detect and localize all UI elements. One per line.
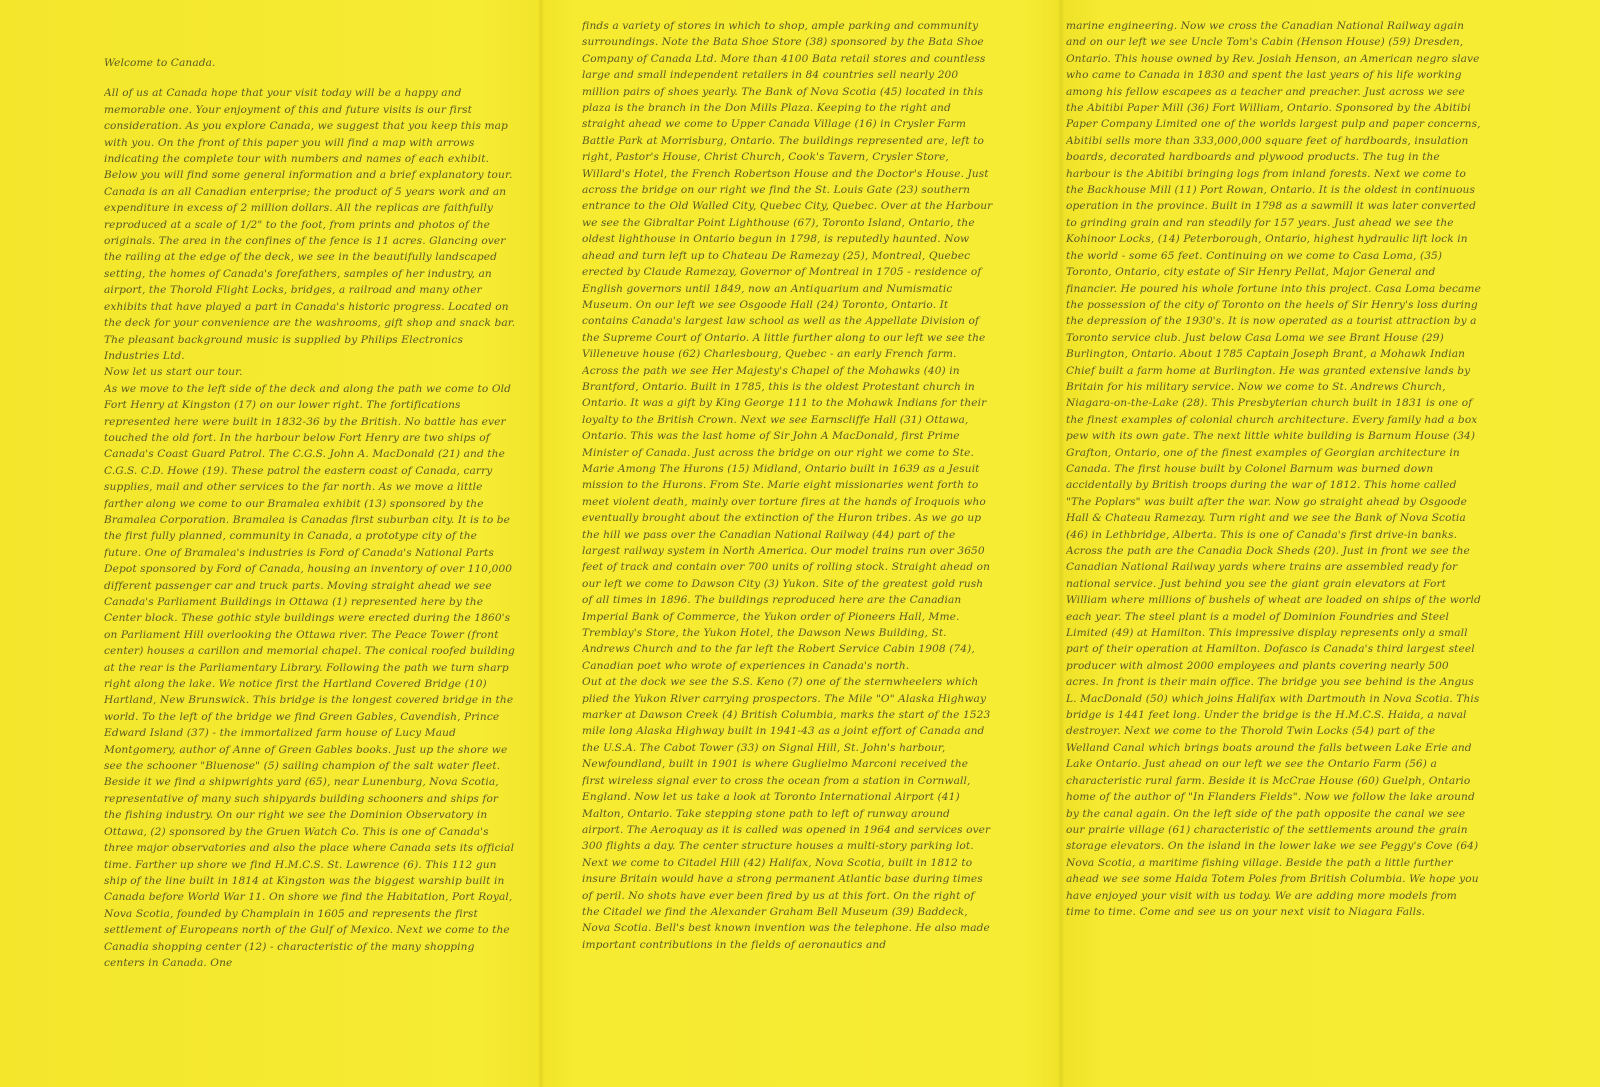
- column-left: [104, 55, 516, 1085]
- intro-paragraph: All of us at Canada hope that your visit today will be a happy and memorable one. Your enjoyment of this and future visits is our first consideration. As you explore Canada, we suggest that you keep this map with you. On the front of this paper you will find a map with arrows indicating the complete tour with numbers and names of each exhibit. Below you will find some general information and a brief explanatory tour. Canada is an all Canadian enterprise; the product of 5 years work and an expenditure in excess of 2 million dollars. All the replicas are faithfully reproduced at a scale of 1/2" to the foot, from prints and photos of the originals. The area in the confines of the fence is 11 acres. Glancing over the railing at the edge of the deck, we see in the beautifully landscaped setting, the homes of Canada's forefathers, samples of her industry, an airport, the Thorold Flight Locks, bridges, a railroad and many other exhibits that have played a part in Canada's historic progress. Located on the deck for your convenience are the washrooms, gift shop and snack bar. The pleasant background music is supplied by Philips Electronics Industries Ltd.: [104, 87, 516, 362]
- column-right: [1066, 18, 1482, 1078]
- greeting: Welcome to Canada.: [104, 57, 216, 69]
- fold-line-left: [538, 0, 544, 1087]
- tour-start-line: Now let us start our tour.: [104, 366, 243, 379]
- tour-paragraph-4: marine engineering. Now we cross the Canadian National Railway again and on our left we see Uncle Tom's Cabin (Henson House) (59) Dresden, Ontario. This house owned by Rev. Josiah Henson, an American negro slave who came to Canada in 1830 and spent the last years of his life working among his fellow escapees as a teacher and preacher. Just across we see the Abitibi Paper Mill (36) Fort William, Ontario. Sponsored by the Abitibi Paper Company Limited one of the worlds largest pulp and paper concerns, Abitibi sells more than 333,000,000 square feet of hardboards, insulation boards, decorated hardboards and plywood products. The tug in the harbour is the Abitibi bringing logs from inland forests. Next we come to the Backhouse Mill (11) Port Rowan, Ontario. It is the oldest in continuous operation in the province. Built in 1798 as a sawmill it was later converted to grinding grain and ran steadily for 157 years. Just ahead we see the Kohinoor Locks, (14) Peterborough, Ontario, highest hydraulic lift lock in the world - some 65 feet. Continuing on we come to Casa Loma, (35) Toronto, Ontario, city estate of Sir Henry Pellat, Major General and financier. He poured his whole fortune into this project. Casa Loma became the possession of the city of Toronto on the heels of Sir Henry's loss during the depression of the 1930's. It is now operated as a tourist attraction by a Toronto service club. Just below Casa Loma we see Brant House (29) Burlington, Ontario. About 1785 Captain Joseph Brant, a Mohawk Indian Chief built a farm home at Burlington. He was granted extensive lands by Britain for his military service. Now we come to St. Andrews Church, Niagara-on-the-Lake (28). This Presbyterian church built in 1831 is one of the finest examples of colonial church architecture. Every family had a box pew with its own gate. The next little white building is Barnum House (34) Grafton, Ontario, one of the finest examples of Georgian architecture in Canada. The first house built by Colonel Barnum was burned down accidentally by British troops during the war of 1812. This home called "The Poplars" was built after the war. Now go straight ahead by Osgoode Hall & Chateau Ramezay. Turn right and we see the Bank of Nova Scotia (46) in Lethbridge, Alberta. This is one of Canada's first drive-in banks. Across the path are the Canadia Dock Sheds (20). Just in front we see the Canadian National Railway yards where trains are assembled ready for national service. Just behind you see the giant grain elevators at Fort William where millions of bushels of wheat are loaded on ships of the world each year. The steel plant is a model of Dominion Foundries and Steel Limited (49) at Hamilton. This impressive display represents only a small part of their operation at Hamilton. Dofasco is Canada's third largest steel producer with almost 2000 employees and plants covering nearly 500 acres. In front is their main office. The bridge you see behind is the Angus L. MacDonald (50) which joins Halifax with Dartmouth in Nova Scotia. This bridge is 1441 feet long. Under the bridge is the H.M.C.S. Haida, a naval destroyer. Next we come to the Thorold Twin Locks (54) part of the Welland Canal which brings boats around the falls between Lake Erie and Lake Ontario. Just ahead on our left we see the Ontario Farm (56) a characteristic rural farm. Beside it is McCrae House (60) Guelph, Ontario home of the author of "In Flanders Fields". Now we follow the lake around by the canal again. On the left side of the path opposite the canal we see our prairie village (61) characteristic of the settlements around the grain storage elevators. On the island in the lower lake we see Peggy's Cove (64) Nova Scotia, a maritime fishing village. Beside the path a little further ahead we see some Haida Totem Poles from British Columbia. We hope you have enjoyed your visit with us today. We are adding more models from time to time. Come and see us on your next visit to Niagara Falls.: [1066, 20, 1481, 918]
- tour-paragraph-3: Out at the dock we see the S.S. Keno (7) one of the sternwheelers which plied the Yukon River carrying prospectors. The Mile "O" Alaska Highway marker at Dawson Creek (4) British Columbia, marks the start of the 1523 mile long Alaska Highway built in 1941-43 as a joint effort of Canada and the U.S.A. The Cabot Tower (33) on Signal Hill, St. John's harbour, Newfoundland, built in 1901 is where Guglielmo Marconi received the first wireless signal ever to cross the ocean from a station in Cornwall, England. Now let us take a look at Toronto International Airport (41) Malton, Ontario. Take stepping stone path to left of runway around airport. The Aeroquay as it is called was opened in 1964 and services over 300 flights a day. The center structure houses a multi-story parking lot. Next we come to Citadel Hill (42) Halifax, Nova Scotia, built in 1812 to insure Britain would have a strong permanent Atlantic base during times of peril. No shots have ever been fired by us at this fort. On the right of the Citadel we find the Alexander Graham Bell Museum (39) Baddeck, Nova Scotia. Bell's best known invention was the telephone. He also made important contributions in the fields of aeronautics and: [582, 676, 991, 951]
- fold-line-right: [1058, 0, 1064, 1087]
- tour-paragraph-1: As we move to the left side of the deck and along the path we come to Old Fort Henry at Kingston (17) on our lower right. The fortifications represented here were built in 1832-36 by the British. No battle has ever touched the old fort. In the harbour below Fort Henry are two ships of Canada's Coast Guard Patrol. The C.G.S. John A. MacDonald (21) and the C.G.S. C.D. Howe (19). These patrol the eastern coast of Canada, carry supplies, mail and other services to the far north. As we move a little farther along we come to our Bramalea exhibit (13) sponsored by the Bramalea Corporation. Bramalea is Canadas first suburban city. It is to be the first fully planned, community in Canada, a prototype city of the future. One of Bramalea's industries is Ford of Canada's National Parts Depot sponsored by Ford of Canada, housing an inventory of over 110,000 different passenger car and truck parts. Moving straight ahead we see Canada's Parliament Buildings in Ottawa (1) represented here by the Center block. These gothic style buildings were erected during the 1860's on Parliament Hill overlooking the Ottawa river. The Peace Tower (front center) houses a carillon and memorial chapel. The conical roofed building at the rear is the Parliamentary Library. Following the path we turn sharp right along the lake. We notice first the Hartland Covered Bridge (10) Hartland, New Brunswick. This bridge is the longest covered bridge in the world. To the left of the bridge we find Green Gables, Cavendish, Prince Edward Island (37) - the immortalized farm house of Lucy Maud Montgomery, author of Anne of Green Gables books. Just up the shore we see the schooner "Bluenose" (5) sailing champion of the salt water fleet. Beside it we find a shipwrights yard (65), near Lunenburg, Nova Scotia, representative of many such shipyards building schooners and ships for the fishing industry. On our right we see the Dominion Observatory in Ottawa, (2) sponsored by the Gruen Watch Co. This is one of Canada's three major observatories and also the place where Canada sets its official time. Farther up shore we find H.M.C.S. St. Lawrence (6). This 112 gun ship of the line built in 1814 at Kingston was the biggest warship built in Canada before World War 11. On shore we find the Habitation, Port Royal, Nova Scotia, founded by Champlain in 1605 and represents the first settlement of Europeans north of the Gulf of Mexico. Next we come to the Canadia shopping center (12) - characteristic of the many shopping centers in Canada. One: [104, 382, 515, 969]
- column-middle: [582, 18, 994, 1078]
- tour-paragraph-2: finds a variety of stores in which to shop, ample parking and community surroundings. Note the Bata Shoe Store (38) sponsored by the Bata Shoe Company of Canada Ltd. More than 4100 Bata retail stores and countless large and small independent retailers in 84 countries sell nearly 200 million pairs of shoes yearly. The Bank of Nova Scotia (45) located in this plaza is the branch in the Don Mills Plaza. Keeping to the right and straight ahead we come to Upper Canada Village (16) in Crysler Farm Battle Park at Morrisburg, Ontario. The buildings represented are, left to right, Pastor's House, Christ Church, Cook's Tavern, Crysler Store, Willard's Hotel, the French Robertson House and the Doctor's House. Just across the bridge on our right we find the St. Louis Gate (23) southern entrance to the Old Walled City, Quebec City, Quebec. Over at the Harbour we see the Gibraltar Point Lighthouse (67), Toronto Island, Ontario, the oldest lighthouse in Ontario begun in 1798, is reputedly haunted. Now ahead and turn left up to Chateau De Ramezay (25), Montreal, Quebec erected by Claude Ramezay, Governor of Montreal in 1705 - residence of English governors until 1849, now an Antiquarium and Numismatic Museum. On our left we see Osgoode Hall (24) Toronto, Ontario. It contains Canada's largest law school as well as the Appellate Division of the Supreme Court of Ontario. A little further along to our left we see the Villeneuve house (62) Charlesbourg, Quebec - an early French farm. Across the path we see Her Majesty's Chapel of the Mohawks (40) in Brantford, Ontario. Built in 1785, this is the oldest Protestant church in Ontario. It was a gift by King George 111 to the Mohawk Indians for their loyalty to the British Crown. Next we see Earnscliffe Hall (31) Ottawa, Ontario. This was the last home of Sir John A MacDonald, first Prime Minister of Canada. Just across the bridge on our right we come to Ste. Marie Among The Hurons (15) Midland, Ontario built in 1639 as a Jesuit mission to the Hurons. From Ste. Marie eight missionaries went forth to meet violent death, mainly over torture fires at the hands of Iroquois who eventually brought about the extinction of the Huron tribes. As we go up the hill we pass over the Canadian National Railway (44) part of the largest railway system in North America. Our model trains run over 3650 feet of track and contain over 700 units of rolling stock. Straight ahead on our left we come to Dawson City (3) Yukon. Site of the greatest gold rush of all times in 1896. The buildings reproduced here are the Canadian Imperial Bank of Commerce, the Yukon order of Pioneers Hall, Mme. Tremblay's Store, the Yukon Hotel, the Dawson News Building, St. Andrews Church and to the far left the Robert Service Cabin 1908 (74), Canadian poet who wrote of experiences in Canada's north.: [582, 20, 993, 672]
